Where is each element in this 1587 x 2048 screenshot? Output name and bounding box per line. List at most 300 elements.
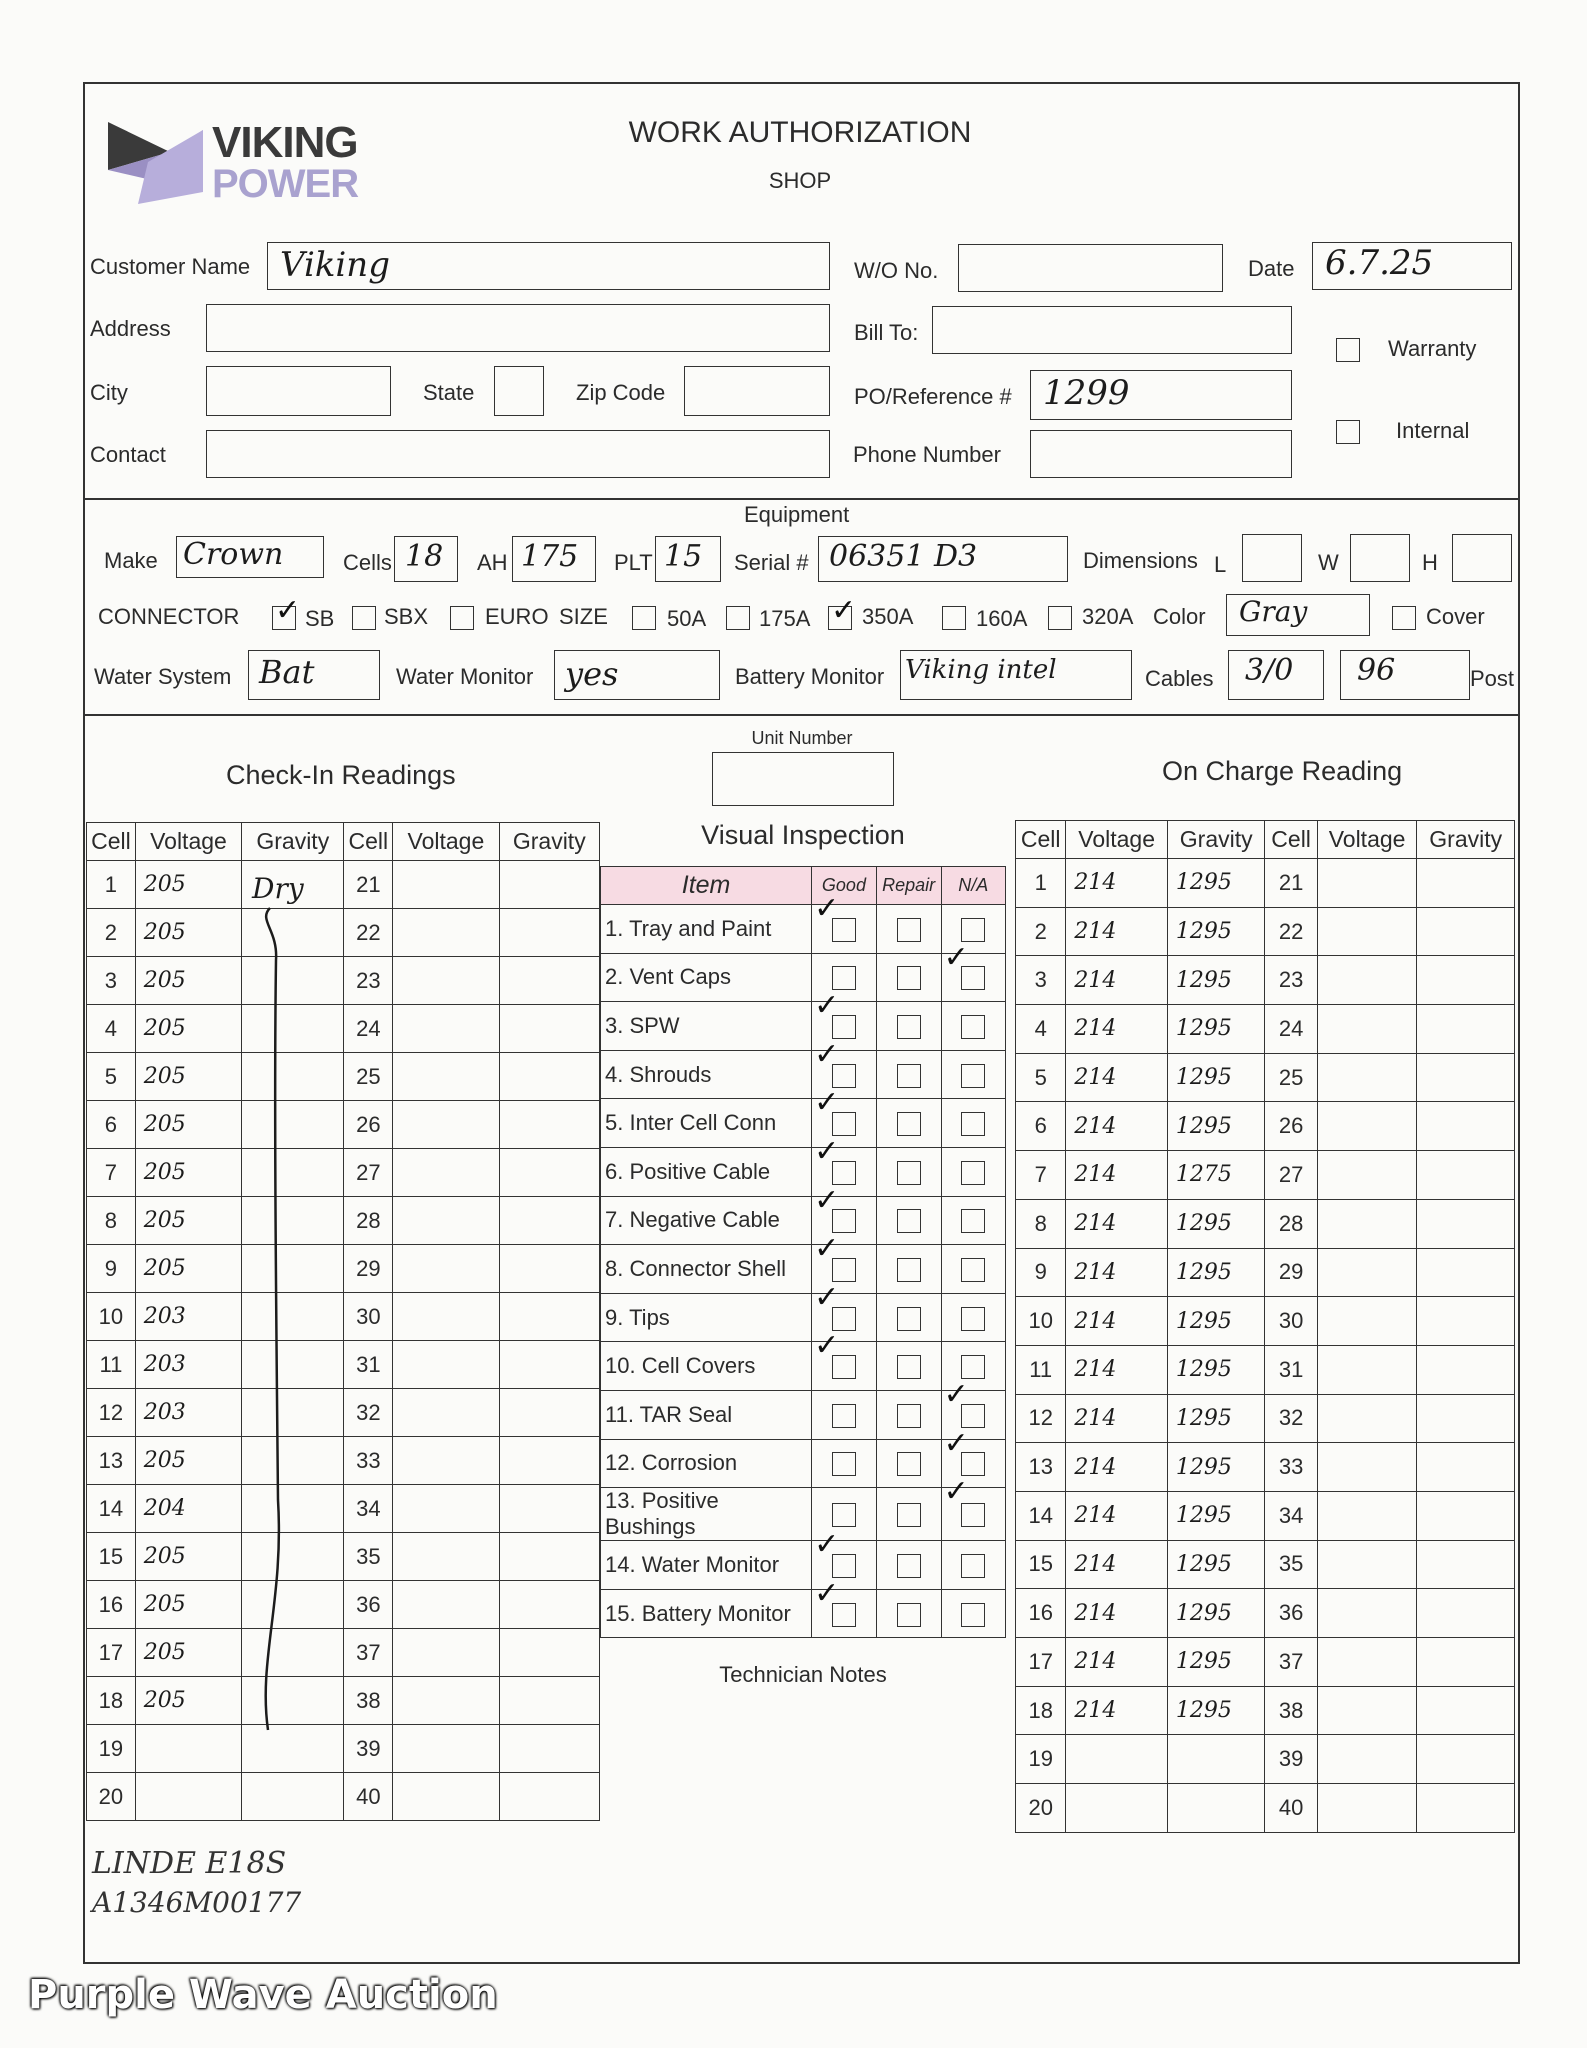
na-checkbox[interactable]	[961, 1209, 985, 1233]
repair-checkbox[interactable]	[897, 1161, 921, 1185]
oncharge-voltage-cell-2[interactable]	[1317, 956, 1417, 1005]
oncharge-gravity-cell[interactable]	[1167, 1784, 1265, 1833]
ah-label: AH	[477, 550, 508, 575]
checkin-gravity-cell-2[interactable]	[499, 1197, 599, 1245]
wo-no-field[interactable]	[958, 244, 1223, 292]
connector-sb-checkbox[interactable]	[272, 606, 296, 630]
oncharge-voltage-cell-2[interactable]	[1317, 1784, 1417, 1833]
checkin-voltage-cell[interactable]	[135, 1773, 241, 1821]
checkin-voltage-cell-2[interactable]	[393, 1485, 499, 1533]
table-row	[87, 1293, 600, 1341]
cover-label: Cover	[1426, 604, 1485, 629]
table-row	[87, 1053, 600, 1101]
na-checkbox[interactable]	[961, 966, 985, 990]
logo-mark-icon	[108, 122, 208, 208]
dimension-w-label: W	[1318, 550, 1339, 575]
checkin-voltage-cell-2[interactable]	[393, 1629, 499, 1677]
oncharge-gravity-cell[interactable]: 1275	[1167, 1151, 1265, 1200]
oncharge-voltage-cell-2[interactable]	[1317, 1005, 1417, 1054]
oncharge-voltage-cell-2[interactable]	[1317, 1199, 1417, 1248]
oncharge-cell-number: 15	[1016, 1540, 1066, 1589]
checkin-gravity-cell-2[interactable]	[499, 1293, 599, 1341]
oncharge-cell-number: 20	[1016, 1784, 1066, 1833]
visual-item-label: 4. Shrouds	[601, 1050, 812, 1099]
table-row	[87, 957, 600, 1005]
oncharge-voltage-cell[interactable]: 214	[1066, 1199, 1168, 1248]
checkin-voltage-cell[interactable]: 205	[135, 1101, 241, 1149]
checkin-voltage-cell-2[interactable]	[393, 1725, 499, 1773]
repair-cell	[876, 905, 941, 954]
checkin-cell-number: 9	[87, 1245, 136, 1293]
checkin-voltage-cell[interactable]: 203	[135, 1389, 241, 1437]
gravity-dry-line	[248, 900, 308, 1740]
checkin-gravity-cell-2[interactable]	[499, 1245, 599, 1293]
repair-checkbox[interactable]	[897, 1015, 921, 1039]
checkin-voltage-cell[interactable]: 205	[135, 1677, 241, 1725]
repair-cell	[876, 1342, 941, 1391]
checkin-voltage-cell[interactable]: 203	[135, 1341, 241, 1389]
repair-checkbox[interactable]	[897, 1603, 921, 1627]
oncharge-gravity-cell[interactable]: 1295	[1167, 1686, 1265, 1735]
oncharge-gravity-cell-2[interactable]	[1417, 1345, 1515, 1394]
connector-euro-checkbox[interactable]	[450, 606, 474, 630]
oncharge-header-cell-2: Cell	[1265, 821, 1317, 859]
oncharge-gravity-cell-2[interactable]	[1417, 1394, 1515, 1443]
oncharge-gravity-cell-2[interactable]	[1417, 1199, 1515, 1248]
repair-checkbox[interactable]	[897, 966, 921, 990]
visual-item-label: 14. Water Monitor	[601, 1541, 812, 1590]
oncharge-voltage-cell[interactable]: 214	[1066, 1297, 1168, 1346]
repair-checkbox[interactable]	[897, 918, 921, 942]
checkin-gravity-cell-2[interactable]	[499, 1677, 599, 1725]
repair-checkbox[interactable]	[897, 1404, 921, 1428]
na-checkbox[interactable]	[961, 1452, 985, 1476]
checkin-voltage-cell[interactable]: 205	[135, 1197, 241, 1245]
checkin-gravity-cell-2[interactable]	[499, 1437, 599, 1485]
oncharge-voltage-cell[interactable]: 214	[1066, 1686, 1168, 1735]
checkin-cell-number: 20	[87, 1773, 136, 1821]
checkin-gravity-cell-2[interactable]	[499, 909, 599, 957]
zip-code-field[interactable]	[684, 366, 830, 416]
checkin-gravity-cell-2[interactable]	[499, 1773, 599, 1821]
dimension-w-field[interactable]	[1350, 534, 1410, 582]
make-label: Make	[104, 548, 158, 573]
checkin-voltage-cell[interactable]: 205	[135, 1053, 241, 1101]
oncharge-gravity-cell[interactable]: 1295	[1167, 1199, 1265, 1248]
address-field[interactable]	[206, 304, 830, 352]
size-160a-checkbox[interactable]	[942, 606, 966, 630]
oncharge-voltage-cell[interactable]: 214	[1066, 1443, 1168, 1492]
oncharge-gravity-cell-2[interactable]	[1417, 1686, 1515, 1735]
oncharge-voltage-cell[interactable]	[1066, 1784, 1168, 1833]
cells-field[interactable]	[394, 536, 458, 582]
oncharge-gravity-cell[interactable]: 1295	[1167, 1589, 1265, 1638]
oncharge-gravity-cell-2[interactable]	[1417, 1735, 1515, 1784]
good-checkbox[interactable]	[832, 1112, 856, 1136]
na-checkbox[interactable]	[961, 1015, 985, 1039]
checkin-gravity-cell-2[interactable]	[499, 1725, 599, 1773]
oncharge-gravity-cell[interactable]: 1295	[1167, 1005, 1265, 1054]
customer-name-label: Customer Name	[90, 254, 251, 279]
size-320a-checkbox[interactable]	[1048, 606, 1072, 630]
oncharge-voltage-cell[interactable]: 214	[1066, 1053, 1168, 1102]
checkin-voltage-cell-2[interactable]	[393, 1341, 499, 1389]
checkin-header-cell-2: Cell	[344, 823, 393, 861]
oncharge-gravity-cell-2[interactable]	[1417, 1784, 1515, 1833]
checkin-cell-number-2: 22	[344, 909, 393, 957]
repair-checkbox[interactable]	[897, 1307, 921, 1331]
good-checkbox[interactable]	[832, 918, 856, 942]
oncharge-gravity-cell[interactable]: 1295	[1167, 1345, 1265, 1394]
table-row	[1016, 1297, 1515, 1346]
checkin-cell-number-2: 40	[344, 1773, 393, 1821]
na-checkbox[interactable]	[961, 1307, 985, 1331]
bill-to-field[interactable]	[932, 306, 1292, 354]
good-checkbox[interactable]	[832, 1015, 856, 1039]
oncharge-voltage-cell[interactable]: 214	[1066, 1589, 1168, 1638]
checkin-voltage-cell[interactable]: 205	[135, 1629, 241, 1677]
checkin-voltage-cell-2[interactable]	[393, 1197, 499, 1245]
oncharge-gravity-cell[interactable]: 1295	[1167, 1394, 1265, 1443]
good-checkbox[interactable]	[832, 1064, 856, 1088]
ah-field[interactable]	[512, 536, 596, 582]
checkin-voltage-cell[interactable]: 205	[135, 1149, 241, 1197]
checkin-voltage-cell[interactable]: 204	[135, 1485, 241, 1533]
oncharge-voltage-cell[interactable]	[1066, 1735, 1168, 1784]
visual-inspection-title: Visual Inspection	[701, 820, 905, 850]
list-item	[601, 1147, 1006, 1196]
checkin-voltage-cell-2[interactable]	[393, 1773, 499, 1821]
plt-field[interactable]	[655, 536, 721, 582]
checkin-voltage-cell-2[interactable]	[393, 1533, 499, 1581]
state-field[interactable]	[494, 366, 544, 416]
oncharge-voltage-cell-2[interactable]	[1317, 1443, 1417, 1492]
checkin-gravity-cell-2[interactable]	[499, 957, 599, 1005]
oncharge-voltage-cell-2[interactable]	[1317, 1735, 1417, 1784]
table-row	[1016, 859, 1515, 908]
oncharge-voltage-cell-2[interactable]	[1317, 1248, 1417, 1297]
checkin-voltage-cell-2[interactable]	[393, 861, 499, 909]
oncharge-voltage-cell-2[interactable]	[1317, 1638, 1417, 1687]
oncharge-title: On Charge Reading	[1162, 756, 1403, 786]
oncharge-voltage-cell[interactable]: 214	[1066, 1540, 1168, 1589]
na-checkbox[interactable]	[961, 1258, 985, 1282]
oncharge-voltage-cell-2[interactable]	[1317, 1589, 1417, 1638]
checkin-voltage-cell[interactable]: 205	[135, 861, 241, 909]
table-row	[1016, 1443, 1515, 1492]
oncharge-gravity-cell[interactable]	[1167, 1735, 1265, 1784]
checkin-voltage-cell-2[interactable]	[393, 1581, 499, 1629]
checkin-voltage-cell[interactable]: 205	[135, 1533, 241, 1581]
repair-checkbox[interactable]	[897, 1503, 921, 1527]
visual-item-label: 2. Vent Caps	[601, 953, 812, 1002]
oncharge-table	[1015, 820, 1515, 1833]
handwritten-note-serial: A1346M00177	[92, 1886, 302, 1919]
checkin-gravity-cell-2[interactable]	[499, 1389, 599, 1437]
good-checkbox[interactable]	[832, 1452, 856, 1476]
na-checkbox[interactable]	[961, 1161, 985, 1185]
oncharge-cell-number: 12	[1016, 1394, 1066, 1443]
na-checkbox[interactable]	[961, 1503, 985, 1527]
warranty-checkbox[interactable]	[1336, 338, 1360, 362]
city-label: City	[90, 380, 128, 405]
repair-cell	[876, 953, 941, 1002]
contact-field[interactable]	[206, 430, 830, 478]
repair-checkbox[interactable]	[897, 1258, 921, 1282]
plt-label: PLT	[614, 550, 653, 575]
checkin-voltage-cell[interactable]: 205	[135, 1005, 241, 1053]
oncharge-voltage-cell-2[interactable]	[1317, 1686, 1417, 1735]
water-system-field[interactable]	[248, 650, 380, 700]
table-row	[1016, 1053, 1515, 1102]
oncharge-gravity-cell-2[interactable]	[1417, 907, 1515, 956]
visual-item-label: 3. SPW	[601, 1002, 812, 1051]
oncharge-voltage-cell[interactable]: 214	[1066, 1491, 1168, 1540]
battery-monitor-field[interactable]	[900, 650, 1132, 700]
oncharge-voltage-cell-2[interactable]	[1317, 907, 1417, 956]
checkin-gravity-cell-2[interactable]	[499, 1053, 599, 1101]
na-checkbox[interactable]	[961, 1064, 985, 1088]
watermark: Purple Wave Auction	[28, 1972, 498, 2018]
oncharge-header-gravity: Gravity	[1167, 821, 1265, 859]
checkin-gravity-cell-2[interactable]	[499, 1101, 599, 1149]
checkin-gravity-cell-2[interactable]	[499, 861, 599, 909]
oncharge-gravity-cell[interactable]: 1295	[1167, 1248, 1265, 1297]
table-row	[87, 1677, 600, 1725]
oncharge-gravity-cell[interactable]: 1295	[1167, 1540, 1265, 1589]
oncharge-gravity-cell[interactable]: 1295	[1167, 907, 1265, 956]
good-checkbox[interactable]	[832, 1161, 856, 1185]
date-field[interactable]	[1312, 242, 1512, 290]
oncharge-cell-number: 17	[1016, 1638, 1066, 1687]
checkin-voltage-cell-2[interactable]	[393, 1389, 499, 1437]
checkin-cell-number: 15	[87, 1533, 136, 1581]
internal-label: Internal	[1396, 418, 1470, 443]
repair-checkbox[interactable]	[897, 1554, 921, 1578]
good-checkbox[interactable]	[832, 1209, 856, 1233]
checkin-voltage-cell-2[interactable]	[393, 1101, 499, 1149]
table-row	[1016, 1248, 1515, 1297]
checkin-gravity-cell-2[interactable]	[499, 1533, 599, 1581]
battery-monitor-label: Battery Monitor	[735, 664, 885, 689]
size-50a-checkbox[interactable]	[632, 606, 656, 630]
oncharge-voltage-cell[interactable]: 214	[1066, 859, 1168, 908]
cables-label: Cables	[1145, 666, 1214, 691]
oncharge-voltage-cell[interactable]: 214	[1066, 1638, 1168, 1687]
oncharge-voltage-cell[interactable]: 214	[1066, 1005, 1168, 1054]
na-cell	[941, 1589, 1005, 1638]
oncharge-gravity-cell-2[interactable]	[1417, 1540, 1515, 1589]
oncharge-cell-number: 5	[1016, 1053, 1066, 1102]
checkin-voltage-cell-2[interactable]	[393, 1053, 499, 1101]
checkin-voltage-cell[interactable]	[135, 1725, 241, 1773]
checkin-voltage-cell-2[interactable]	[393, 1293, 499, 1341]
na-checkbox[interactable]	[961, 1112, 985, 1136]
checkin-cell-number: 7	[87, 1149, 136, 1197]
oncharge-gravity-cell[interactable]: 1295	[1167, 1297, 1265, 1346]
table-row	[87, 1389, 600, 1437]
na-checkbox[interactable]	[961, 1404, 985, 1428]
checkin-voltage-cell-2[interactable]	[393, 1437, 499, 1485]
good-checkbox[interactable]	[832, 1503, 856, 1527]
oncharge-gravity-cell-2[interactable]	[1417, 1638, 1515, 1687]
oncharge-voltage-cell[interactable]: 214	[1066, 1248, 1168, 1297]
oncharge-gravity-cell-2[interactable]	[1417, 859, 1515, 908]
customer-name-field[interactable]	[267, 242, 830, 290]
oncharge-gravity-cell[interactable]: 1295	[1167, 1638, 1265, 1687]
make-field[interactable]	[176, 536, 324, 578]
good-checkbox[interactable]	[832, 1404, 856, 1428]
oncharge-voltage-cell-2[interactable]	[1317, 1345, 1417, 1394]
repair-checkbox[interactable]	[897, 1112, 921, 1136]
repair-cell	[876, 1488, 941, 1541]
oncharge-gravity-cell[interactable]: 1295	[1167, 1443, 1265, 1492]
checkin-cell-number: 6	[87, 1101, 136, 1149]
oncharge-gravity-cell-2[interactable]	[1417, 1443, 1515, 1492]
good-checkbox[interactable]	[832, 1603, 856, 1627]
checkin-voltage-cell-2[interactable]	[393, 1149, 499, 1197]
repair-checkbox[interactable]	[897, 1209, 921, 1233]
table-row	[1016, 907, 1515, 956]
dimensions-label: Dimensions	[1083, 548, 1198, 573]
checkin-voltage-cell[interactable]: 205	[135, 909, 241, 957]
oncharge-voltage-cell-2[interactable]	[1317, 1491, 1417, 1540]
serial-field[interactable]	[818, 536, 1068, 582]
water-monitor-field[interactable]	[554, 650, 720, 700]
connector-sbx-checkbox[interactable]	[352, 606, 376, 630]
checkin-voltage-cell-2[interactable]	[393, 957, 499, 1005]
dimension-h-field[interactable]	[1452, 534, 1512, 582]
cells-label: Cells	[343, 550, 392, 575]
checkin-gravity-cell-2[interactable]	[499, 1629, 599, 1677]
oncharge-gravity-cell-2[interactable]	[1417, 956, 1515, 1005]
good-checkbox[interactable]	[832, 966, 856, 990]
checkin-voltage-cell[interactable]: 205	[135, 1581, 241, 1629]
oncharge-voltage-cell-2[interactable]	[1317, 859, 1417, 908]
size-160a-label: 160A	[976, 606, 1028, 631]
oncharge-cell-number-2: 26	[1265, 1102, 1317, 1151]
visual-header-repair: Repair	[876, 867, 941, 905]
checkin-voltage-cell-2[interactable]	[393, 1005, 499, 1053]
internal-checkbox[interactable]	[1336, 420, 1360, 444]
oncharge-voltage-cell[interactable]: 214	[1066, 956, 1168, 1005]
size-175a-checkbox[interactable]	[726, 606, 750, 630]
checkin-voltage-cell[interactable]: 203	[135, 1293, 241, 1341]
checkin-cell-number: 14	[87, 1485, 136, 1533]
oncharge-voltage-cell[interactable]: 214	[1066, 1345, 1168, 1394]
oncharge-gravity-cell-2[interactable]	[1417, 1589, 1515, 1638]
repair-checkbox[interactable]	[897, 1064, 921, 1088]
checkin-cell-number: 11	[87, 1341, 136, 1389]
repair-checkbox[interactable]	[897, 1452, 921, 1476]
checkin-cell-number: 3	[87, 957, 136, 1005]
color-field[interactable]	[1226, 594, 1370, 636]
oncharge-gravity-cell-2[interactable]	[1417, 1005, 1515, 1054]
serial-value: 06351 D3	[829, 539, 978, 574]
dimension-l-field[interactable]	[1242, 534, 1302, 582]
unit-number-field[interactable]	[712, 752, 894, 806]
checkin-gravity-cell-2[interactable]	[499, 1341, 599, 1389]
oncharge-cell-number: 3	[1016, 956, 1066, 1005]
visual-item-label: 1. Tray and Paint	[601, 905, 812, 954]
checkin-header-gravity-2: Gravity	[499, 823, 599, 861]
oncharge-gravity-cell[interactable]: 1295	[1167, 1102, 1265, 1151]
post-label: Post	[1470, 666, 1515, 691]
good-checkbox[interactable]	[832, 1258, 856, 1282]
oncharge-cell-number: 14	[1016, 1491, 1066, 1540]
oncharge-voltage-cell[interactable]: 214	[1066, 1151, 1168, 1200]
checkin-voltage-cell-2[interactable]	[393, 1245, 499, 1293]
good-checkbox[interactable]	[832, 1307, 856, 1331]
oncharge-voltage-cell[interactable]: 214	[1066, 907, 1168, 956]
table-row	[1016, 956, 1515, 1005]
size-350a-checkbox[interactable]	[828, 606, 852, 630]
na-checkbox[interactable]	[961, 918, 985, 942]
oncharge-voltage-cell-2[interactable]	[1317, 1053, 1417, 1102]
table-row	[87, 861, 600, 909]
table-row	[1016, 1394, 1515, 1443]
table-row	[1016, 1005, 1515, 1054]
oncharge-gravity-cell-2[interactable]	[1417, 1297, 1515, 1346]
oncharge-voltage-cell[interactable]: 214	[1066, 1102, 1168, 1151]
oncharge-gravity-cell-2[interactable]	[1417, 1491, 1515, 1540]
checkin-voltage-cell-2[interactable]	[393, 909, 499, 957]
good-checkbox[interactable]	[832, 1355, 856, 1379]
oncharge-cell-number: 2	[1016, 907, 1066, 956]
oncharge-voltage-cell[interactable]: 214	[1066, 1394, 1168, 1443]
oncharge-gravity-cell-2[interactable]	[1417, 1248, 1515, 1297]
oncharge-gravity-cell[interactable]: 1295	[1167, 1491, 1265, 1540]
city-field[interactable]	[206, 366, 391, 416]
na-checkbox[interactable]	[961, 1355, 985, 1379]
cover-checkbox[interactable]	[1392, 606, 1416, 630]
phone-number-field[interactable]	[1030, 430, 1292, 478]
oncharge-gravity-cell[interactable]: 1295	[1167, 956, 1265, 1005]
oncharge-voltage-cell-2[interactable]	[1317, 1394, 1417, 1443]
oncharge-gravity-cell-2[interactable]	[1417, 1102, 1515, 1151]
oncharge-cell-number-2: 27	[1265, 1151, 1317, 1200]
checkin-voltage-cell[interactable]: 205	[135, 1245, 241, 1293]
oncharge-voltage-cell-2[interactable]	[1317, 1102, 1417, 1151]
oncharge-gravity-cell[interactable]: 1295	[1167, 1053, 1265, 1102]
oncharge-voltage-cell-2[interactable]	[1317, 1540, 1417, 1589]
checkin-gravity-cell-2[interactable]	[499, 1005, 599, 1053]
checkin-gravity-cell-2[interactable]	[499, 1485, 599, 1533]
na-cell	[941, 1002, 1005, 1051]
po-reference-field[interactable]	[1030, 370, 1292, 420]
na-checkbox[interactable]	[961, 1603, 985, 1627]
checkin-gravity-cell[interactable]	[242, 1773, 344, 1821]
cables-size-field[interactable]	[1228, 650, 1324, 700]
good-checkbox[interactable]	[832, 1554, 856, 1578]
na-checkbox[interactable]	[961, 1554, 985, 1578]
checkin-voltage-cell-2[interactable]	[393, 1677, 499, 1725]
oncharge-voltage-cell-2[interactable]	[1317, 1151, 1417, 1200]
oncharge-voltage-cell-2[interactable]	[1317, 1297, 1417, 1346]
checkin-voltage-cell[interactable]: 205	[135, 1437, 241, 1485]
list-item	[601, 1245, 1006, 1294]
oncharge-cell-number: 1	[1016, 859, 1066, 908]
oncharge-gravity-cell[interactable]: 1295	[1167, 859, 1265, 908]
oncharge-gravity-cell-2[interactable]	[1417, 1053, 1515, 1102]
oncharge-gravity-cell-2[interactable]	[1417, 1151, 1515, 1200]
checkin-gravity-cell-2[interactable]	[499, 1581, 599, 1629]
cables-length-field[interactable]	[1340, 650, 1470, 700]
checkin-gravity-cell-2[interactable]	[499, 1149, 599, 1197]
checkin-voltage-cell[interactable]: 205	[135, 957, 241, 1005]
repair-checkbox[interactable]	[897, 1355, 921, 1379]
repair-cell	[876, 1050, 941, 1099]
